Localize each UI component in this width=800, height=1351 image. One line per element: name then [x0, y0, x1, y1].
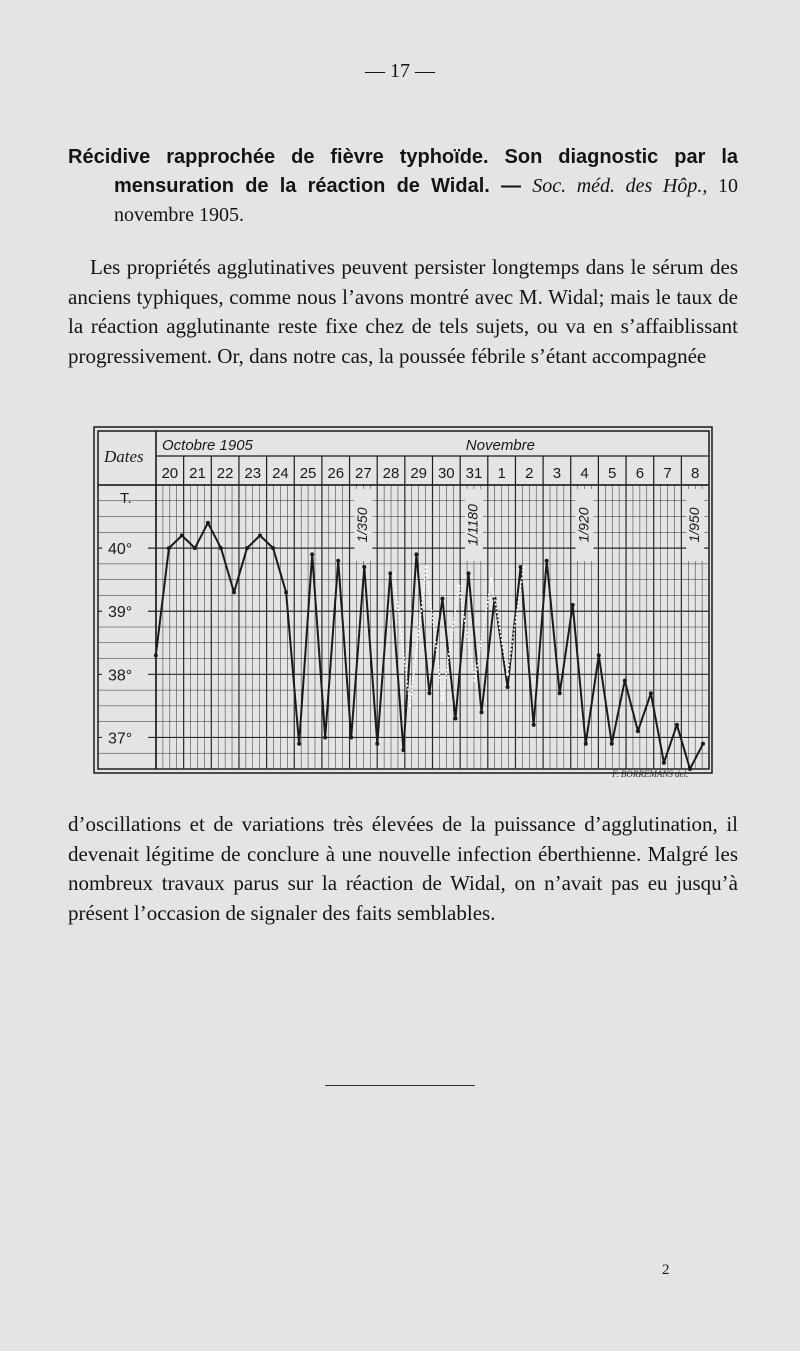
temperature-point: [623, 679, 627, 683]
temperature-point: [457, 584, 460, 587]
temperature-point: [474, 679, 477, 682]
temperature-point: [219, 546, 223, 550]
temperature-point: [409, 704, 412, 707]
temperature-point: [701, 742, 705, 746]
temperature-point: [571, 603, 575, 607]
temperature-point: [284, 590, 288, 594]
temperature-curve: [156, 523, 703, 769]
date-label: 8: [691, 465, 700, 482]
date-label: 20: [161, 465, 179, 482]
temperature-point: [310, 552, 314, 556]
temperature-point: [636, 729, 640, 733]
date-label: 27: [355, 465, 372, 482]
date-label: 24: [272, 465, 289, 482]
temperature-point: [154, 653, 158, 657]
temperature-tick-label: 40°: [108, 541, 133, 559]
temperature-point: [453, 717, 457, 721]
temperature-point: [688, 767, 692, 771]
temperature-point: [662, 761, 666, 765]
date-label: 26: [327, 465, 345, 482]
temperature-point: [675, 723, 679, 727]
temperature-point: [558, 691, 562, 695]
temperature-point: [258, 533, 262, 537]
temperature-point: [167, 546, 171, 550]
temperature-point: [610, 742, 614, 746]
date-label: 6: [635, 465, 645, 482]
date-label: 7: [663, 465, 672, 482]
agglutination-titer-label: 1/350: [354, 507, 371, 543]
temperature-point: [271, 546, 275, 550]
temperature-axis-label: T.: [120, 490, 132, 507]
date-label: 22: [216, 465, 234, 482]
signature-mark: 2: [662, 1262, 670, 1278]
temperature-point: [545, 559, 549, 563]
temperature-point: [388, 571, 392, 575]
temperature-point: [297, 742, 301, 746]
temperature-chart: [92, 425, 714, 785]
date-label: 23: [244, 465, 262, 482]
date-label: 30: [437, 465, 455, 482]
temperature-point: [414, 552, 418, 556]
date-label: 31: [465, 465, 483, 482]
temperature-point: [336, 559, 340, 563]
date-label: 2: [525, 465, 534, 482]
temperature-point: [323, 735, 327, 739]
temperature-point: [584, 742, 588, 746]
temperature-tick-label: 38°: [108, 667, 133, 685]
date-label: 4: [580, 465, 589, 482]
temperature-point: [245, 546, 249, 550]
date-label: 3: [552, 465, 562, 482]
temperature-point: [206, 521, 210, 525]
temperature-chart-svg: [92, 425, 714, 775]
temperature-point: [490, 578, 493, 581]
temperature-tick-label: 39°: [108, 604, 133, 622]
temperature-point: [519, 565, 523, 569]
agglutination-titer-label: 1/1180: [464, 504, 481, 546]
paragraph-1: Les propriétés agglutinatives peuvent persister longtemps dans le sérum des anciens typhiques, comme nous l’avons montré avec M. Widal; mais le taux de la réaction agglutinante reste fixe chez de tels sujets, ou va en s’affaiblissant progressivement. Or, dans notre cas, la poussée fébrile s’étant accompagnée: [68, 255, 738, 368]
agglutination-titer-label: 1/920: [575, 507, 592, 543]
temperature-point: [180, 533, 184, 537]
temperature-point: [362, 565, 366, 569]
page-number: — 17 —: [365, 60, 435, 82]
date-label: 28: [382, 465, 400, 482]
source-separator: —: [489, 175, 533, 197]
temperature-point: [401, 748, 405, 752]
temperature-point: [506, 685, 510, 689]
publication-date: 10 novembre 1905.: [114, 175, 738, 226]
temperature-point: [425, 566, 428, 569]
paragraph-2: d’oscillations et de variations très élevées de la puissance d’agglutination, il devenait légitime de conclure à une nouvelle infection éberthienne. Malgré les nombreux travaux parus sur la réaction de Widal, on n’avait pas eu jusqu’à présent l’occasion de signaler des faits semblables.: [68, 812, 738, 925]
date-label: 25: [299, 465, 317, 482]
month-label-octobre: Octobre 1905: [162, 437, 253, 454]
section-divider: [325, 1085, 475, 1086]
article-title: [68, 143, 738, 230]
temperature-point: [532, 723, 536, 727]
temperature-point: [466, 571, 470, 575]
dates-header-label: Dates: [104, 447, 144, 466]
chart-signature: F. BORREMANS del.: [612, 769, 689, 779]
temperature-point: [349, 735, 353, 739]
temperature-point: [506, 673, 509, 676]
source-reference: Soc. méd. des Hôp.,: [532, 175, 708, 197]
temperature-point: [392, 572, 395, 575]
temperature-point: [597, 653, 601, 657]
month-label-novembre: Novembre: [465, 437, 536, 454]
temperature-point: [427, 691, 431, 695]
date-label: 1: [497, 465, 506, 482]
title-text: Récidive rapprochée de fièvre typhoïde. Son diagnostic par la mensuration de la réaction de Widal.: [68, 146, 738, 197]
temperature-point: [232, 590, 236, 594]
temperature-point: [480, 710, 484, 714]
temperature-point: [440, 597, 444, 601]
date-label: 21: [189, 465, 206, 482]
temperature-point: [193, 546, 197, 550]
temperature-tick-label: 37°: [108, 730, 133, 748]
agglutination-titer-label: 1/950: [685, 507, 702, 543]
temperature-point: [441, 698, 444, 701]
temperature-point: [375, 742, 379, 746]
date-label: 5: [608, 465, 617, 482]
date-label: 29: [410, 465, 428, 482]
temperature-point: [522, 566, 525, 569]
temperature-point: [649, 691, 653, 695]
